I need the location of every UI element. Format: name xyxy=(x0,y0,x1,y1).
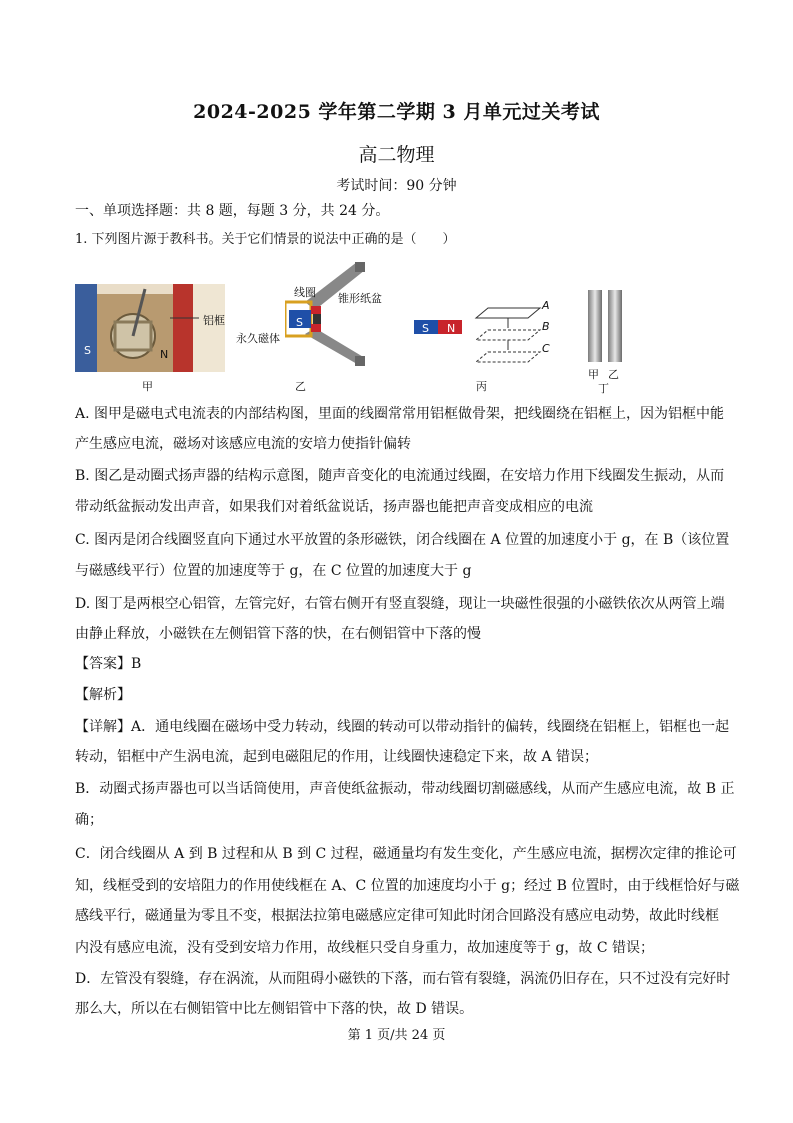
detail-line-2: 转动，铝框中产生涡电流，起到电磁阻尼的作用，让线圈快速稳定下来，故 A 错误； xyxy=(75,749,599,765)
caption-bing: 丙 xyxy=(476,380,487,393)
detail-line-1: 【详解】A．通电线圈在磁场中受力转动，线圈的转动可以带动指针的偏转，线圈绕在铝框上，铝框也一起 xyxy=(75,719,730,735)
answer: 【答案】B xyxy=(75,656,142,672)
figure-yi-speaker xyxy=(285,262,405,372)
tube-left-label: 甲 xyxy=(588,368,599,381)
option-d-line2: 由静止释放，小磁铁在左侧铝管下落的快，在右侧铝管中下落的慢 xyxy=(75,626,481,642)
section-heading: 一、单项选择题：共 8 题，每题 3 分，共 24 分。 xyxy=(75,203,390,219)
yi-s-label: S xyxy=(296,316,303,329)
option-d-line1: D. 图丁是两根空心铝管，左管完好，右管右侧开有竖直裂缝，现让一块磁性很强的小磁铁依次从两管上端 xyxy=(75,596,725,612)
exam-subject: 高二物理 xyxy=(358,144,435,166)
option-b-line2: 带动纸盆振动发出声音，如果我们对着纸盆说话，扬声器也能把声音变成相应的电流 xyxy=(75,499,593,515)
figure-ding-tubes xyxy=(584,288,644,364)
coil-label: 线圈 xyxy=(294,286,316,299)
jia-n-label: N xyxy=(160,348,169,361)
option-c-line2: 与磁感线平行）位置的加速度等于 g，在 C 位置的加速度大于 g xyxy=(75,563,472,579)
page-footer: 第 1 页/共 24 页 xyxy=(347,1028,446,1043)
cone-label: 锥形纸盆 xyxy=(338,292,382,305)
detail-line-4: 确； xyxy=(75,812,103,828)
jia-s-label: S xyxy=(84,344,91,357)
detail-line-8: 内没有感应电流，没有受到安培力作用，故线框只受自身重力，故加速度等于 g，故 C 错误； xyxy=(75,940,655,956)
detail-line-3: B．动圈式扬声器也可以当话筒使用，声音使纸盆振动，带动线圈切割磁感线，从而产生感应电流，故 B 正 xyxy=(75,781,735,797)
detail-line-6: 知，线框受到的安培阻力的作用使线框在 A、C 位置的加速度均小于 g；经过 B 位置时，由于线框恰好与磁 xyxy=(75,878,740,894)
option-c-line1: C. 图丙是闭合线圈竖直向下通过水平放置的条形磁铁，闭合线圈在 A 位置的加速度小于 g，在 B（该位置 xyxy=(75,532,730,548)
detail-line-10: 那么大，所以在右侧铝管中比左侧铝管中下落的快，故 D 错误。 xyxy=(75,1001,474,1017)
detail-line-7: 感线平行，磁通量为零且不变，根据法拉第电磁感应定律可知此时闭合回路没有感应电动势，故此时线框 xyxy=(75,908,719,924)
caption-yi: 乙 xyxy=(295,380,306,393)
option-a-line2: 产生感应电流，磁场对该感应电流的安培力使指针偏转 xyxy=(75,436,411,452)
option-b-line1: B. 图乙是动圈式扬声器的结构示意图，随声音变化的电流通过线圈，在安培力作用下线圈发生振动，从而 xyxy=(75,468,725,484)
exam-duration: 考试时间：90 分钟 xyxy=(336,178,457,194)
frame-label: 铝框 xyxy=(203,314,225,327)
detail-line-9: D．左管没有裂缝，存在涡流，从而阻碍小磁铁的下落，而右管有裂缝，涡流仍旧存在，只不过没有完好时 xyxy=(75,971,731,987)
analysis-label: 【解析】 xyxy=(75,687,131,703)
detail-line-5: C．闭合线圈从 A 到 B 过程和从 B 到 C 过程，磁通量均有发生变化，产生感应电流，据楞次定律的推论可 xyxy=(75,846,737,862)
bing-n-label: N xyxy=(447,322,456,335)
north-pole xyxy=(173,284,193,372)
south-pole xyxy=(75,284,97,372)
exam-title: 2024-2025 学年第二学期 3 月单元过关考试 xyxy=(193,101,600,123)
figure-jia-galvanometer xyxy=(75,284,225,372)
position-c-label: C xyxy=(542,342,550,355)
position-a-label: A xyxy=(542,299,550,312)
figure-bing-magnet-loop xyxy=(410,290,560,370)
question-stem: 1. 下列图片源于教科书。关于它们情景的说法中正确的是（ ） xyxy=(75,232,456,247)
magnet-label: 永久磁体 xyxy=(236,332,280,345)
bing-s-label: S xyxy=(422,322,429,335)
tube-right-label: 乙 xyxy=(608,368,619,381)
caption-ding: 丁 xyxy=(598,382,609,395)
caption-jia: 甲 xyxy=(142,380,153,393)
option-a-line1: A. 图甲是磁电式电流表的内部结构图，里面的线圈常常用铝框做骨架，把线圈绕在铝框上，因为铝框中能 xyxy=(75,406,725,422)
figure-row xyxy=(70,282,730,394)
position-b-label: B xyxy=(542,320,550,333)
